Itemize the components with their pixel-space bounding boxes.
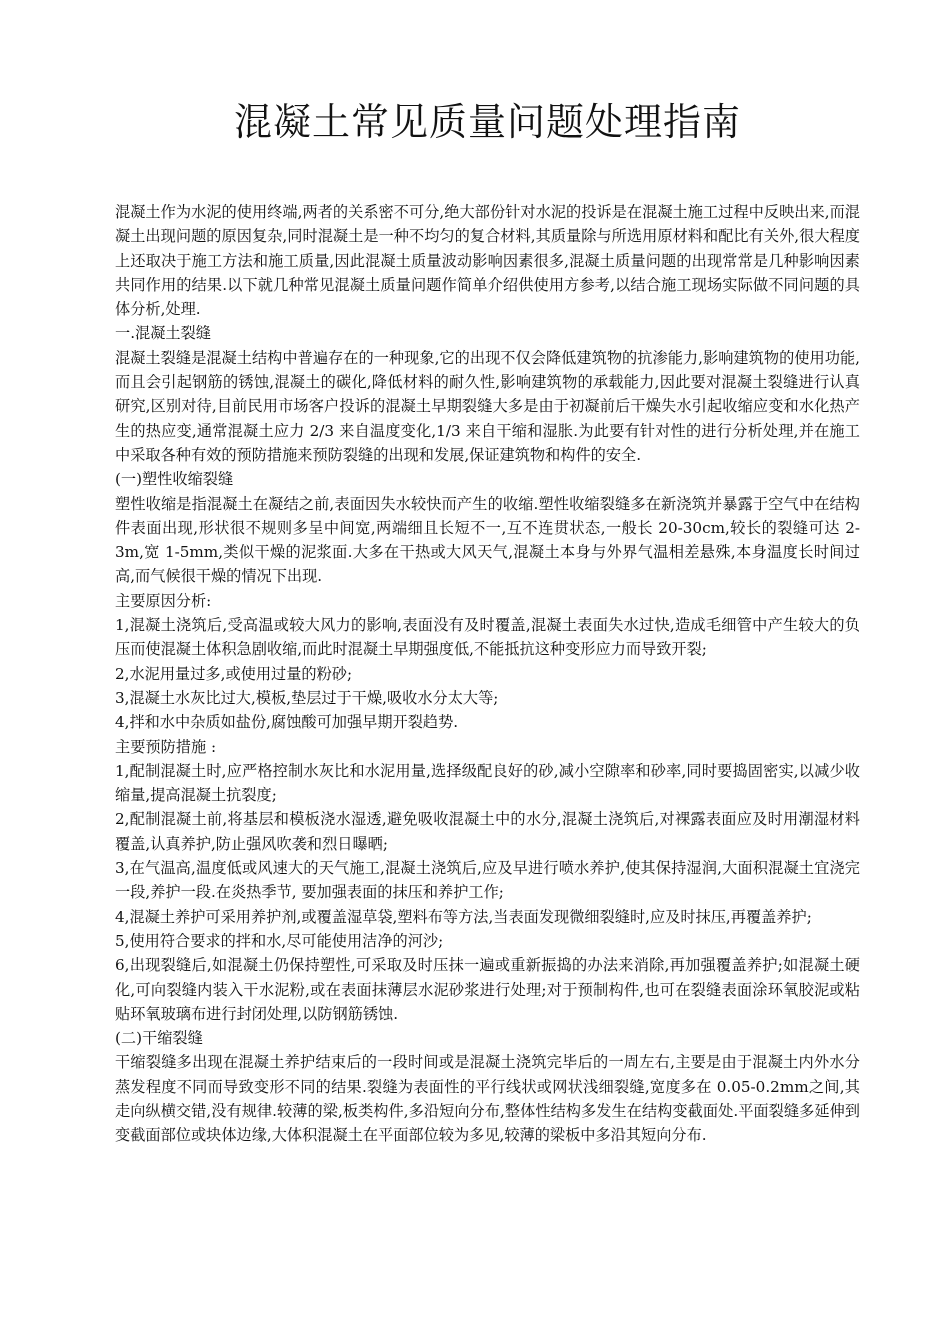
prevention-item: 6,出现裂缝后,如混凝土仍保持塑性,可采取及时压抹一遍或重新振捣的办法来消除,再加强覆盖养护;如混凝土硬化,可向裂缝内装入干水泥粉,或在表面抹薄层水泥砂浆进行处理;对于预制构件,也可在裂缝表面涂环氧胶泥或粘贴环氧玻璃布进行封闭处理,以防钢筋锈蚀. <box>115 956 860 1023</box>
cause-item: 2,水泥用量过多,或使用过量的粉砂; <box>115 664 353 683</box>
subsection-heading-drying-shrinkage: (二)干缩裂缝 <box>115 1029 203 1048</box>
prevention-item: 3,在气温高,温度低或风速大的天气施工,混凝土浇筑后,应及早进行喷水养护,使其保持湿润,大面积混凝土宜浇完一段,养护一段.在炎热季节, 要加强表面的抹压和养护工作; <box>115 859 860 902</box>
plastic-shrinkage-paragraph: 塑性收缩是指混凝土在凝结之前,表面因失水较快而产生的收缩.塑性收缩裂缝多在新浇筑并暴露于空气中在结构件表面出现,形状很不规则多呈中间宽,两端细且长短不一,互不连贯状态,一般长 20-30cm,较长的裂缝可达 2-3m,宽 1-5mm,类似干燥的泥浆面.大多在干热或大风天气,混凝土本身与外界气温相差悬殊,本身温度长时间过高,而气候很干燥的情况下出现. <box>115 494 860 586</box>
cause-item: 3,混凝土水灰比过大,模板,垫层过于干燥,吸收水分太大等; <box>115 688 499 707</box>
cause-item: 4,拌和水中杂质如盐份,腐蚀酸可加强早期开裂趋势. <box>115 713 459 732</box>
section-heading-cracks: 一.混凝土裂缝 <box>115 324 211 343</box>
prevention-item: 4,混凝土养护可采用养护剂,或覆盖湿草袋,塑料布等方法,当表面发现微细裂缝时,应及时抹压,再覆盖养护; <box>115 907 812 926</box>
prevention-item: 1,配制混凝土时,应严格控制水灰比和水泥用量,选择级配良好的砂,减小空隙率和砂率,同时要捣固密实,以减少收缩量,提高混凝土抗裂度; <box>115 761 860 805</box>
document-title: 混凝土常见质量问题处理指南 <box>233 100 741 144</box>
subsection-heading-plastic-shrinkage: (一)塑性收缩裂缝 <box>115 470 234 489</box>
cause-item: 1,混凝土浇筑后,受高温或较大风力的影响,表面没有及时覆盖,混凝土表面失水过快,造成毛细管中产生较大的负压而使混凝土体积急剧收缩,而此时混凝土早期强度低,不能抵抗这种变形应力而导致开裂; <box>115 616 860 659</box>
prevention-item: 5,使用符合要求的拌和水,尽可能使用洁净的河沙; <box>115 931 444 950</box>
cracks-paragraph: 混凝土裂缝是混凝土结构中普遍存在的一种现象,它的出现不仅会降低建筑物的抗渗能力,影响建筑物的使用功能,而且会引起钢筋的锈蚀,混凝土的碳化,降低材料的耐久性,影响建筑物的承载能力,因此要对混凝土裂缝进行认真研究,区别对待,目前民用市场客户投诉的混凝土早期裂缝大多是由于初凝前后干燥失水引起收缩应变和水化热产生的热应变,通常混凝土应力 2/3 来自温度变化,1/3 来自干缩和湿胀.为此要有针对性的进行分析处理,并在施工中采取各种有效的预防措施来预防裂缝的出现和发展,保证建筑物和构件的安全. <box>115 348 860 464</box>
intro-paragraph: 混凝土作为水泥的使用终端,两者的关系密不可分,绝大部份针对水泥的投诉是在混凝土施工过程中反映出来,而混凝土出现问题的原因复杂,同时混凝土是一种不均匀的复合材料,其质量除与所选用原材料和配比有关外,很大程度上还取决于施工方法和施工质量,因此混凝土质量波动影响因素很多,混凝土质量问题的出现常常是几种影响因素共同作用的结果.以下就几种常见混凝土质量问题作简单介绍供使用方参考,以结合施工现场实际做不同问题的具体分析,处理. <box>115 203 860 319</box>
prevention-heading: 主要预防措施 : <box>115 737 217 756</box>
drying-shrinkage-paragraph: 干缩裂缝多出现在混凝土养护结束后的一段时间或是混凝土浇筑完毕后的一周左右,主要是由于混凝土内外水分蒸发程度不同而导致变形不同的结果.裂缝为表面性的平行线状或网状浅细裂缝,宽度多在 0.05-0.2mm之间,其走向纵横交错,没有规律.较薄的梁,板类构件,多沿短向分布,整体性结构多发生在结构变截面处.平面裂缝多延伸到变截面部位或块体边缘,大体积混凝土在平面部位较为多见,较薄的梁板中多沿其短向分布. <box>115 1053 860 1145</box>
prevention-item: 2,配制混凝土前,将基层和模板浇水湿透,避免吸收混凝土中的水分,混凝土浇筑后,对裸露表面应及时用潮湿材料覆盖,认真养护,防止强风吹袭和烈日曝晒; <box>115 810 860 853</box>
document-body <box>115 200 860 1148</box>
causes-heading: 主要原因分析: <box>115 591 212 610</box>
